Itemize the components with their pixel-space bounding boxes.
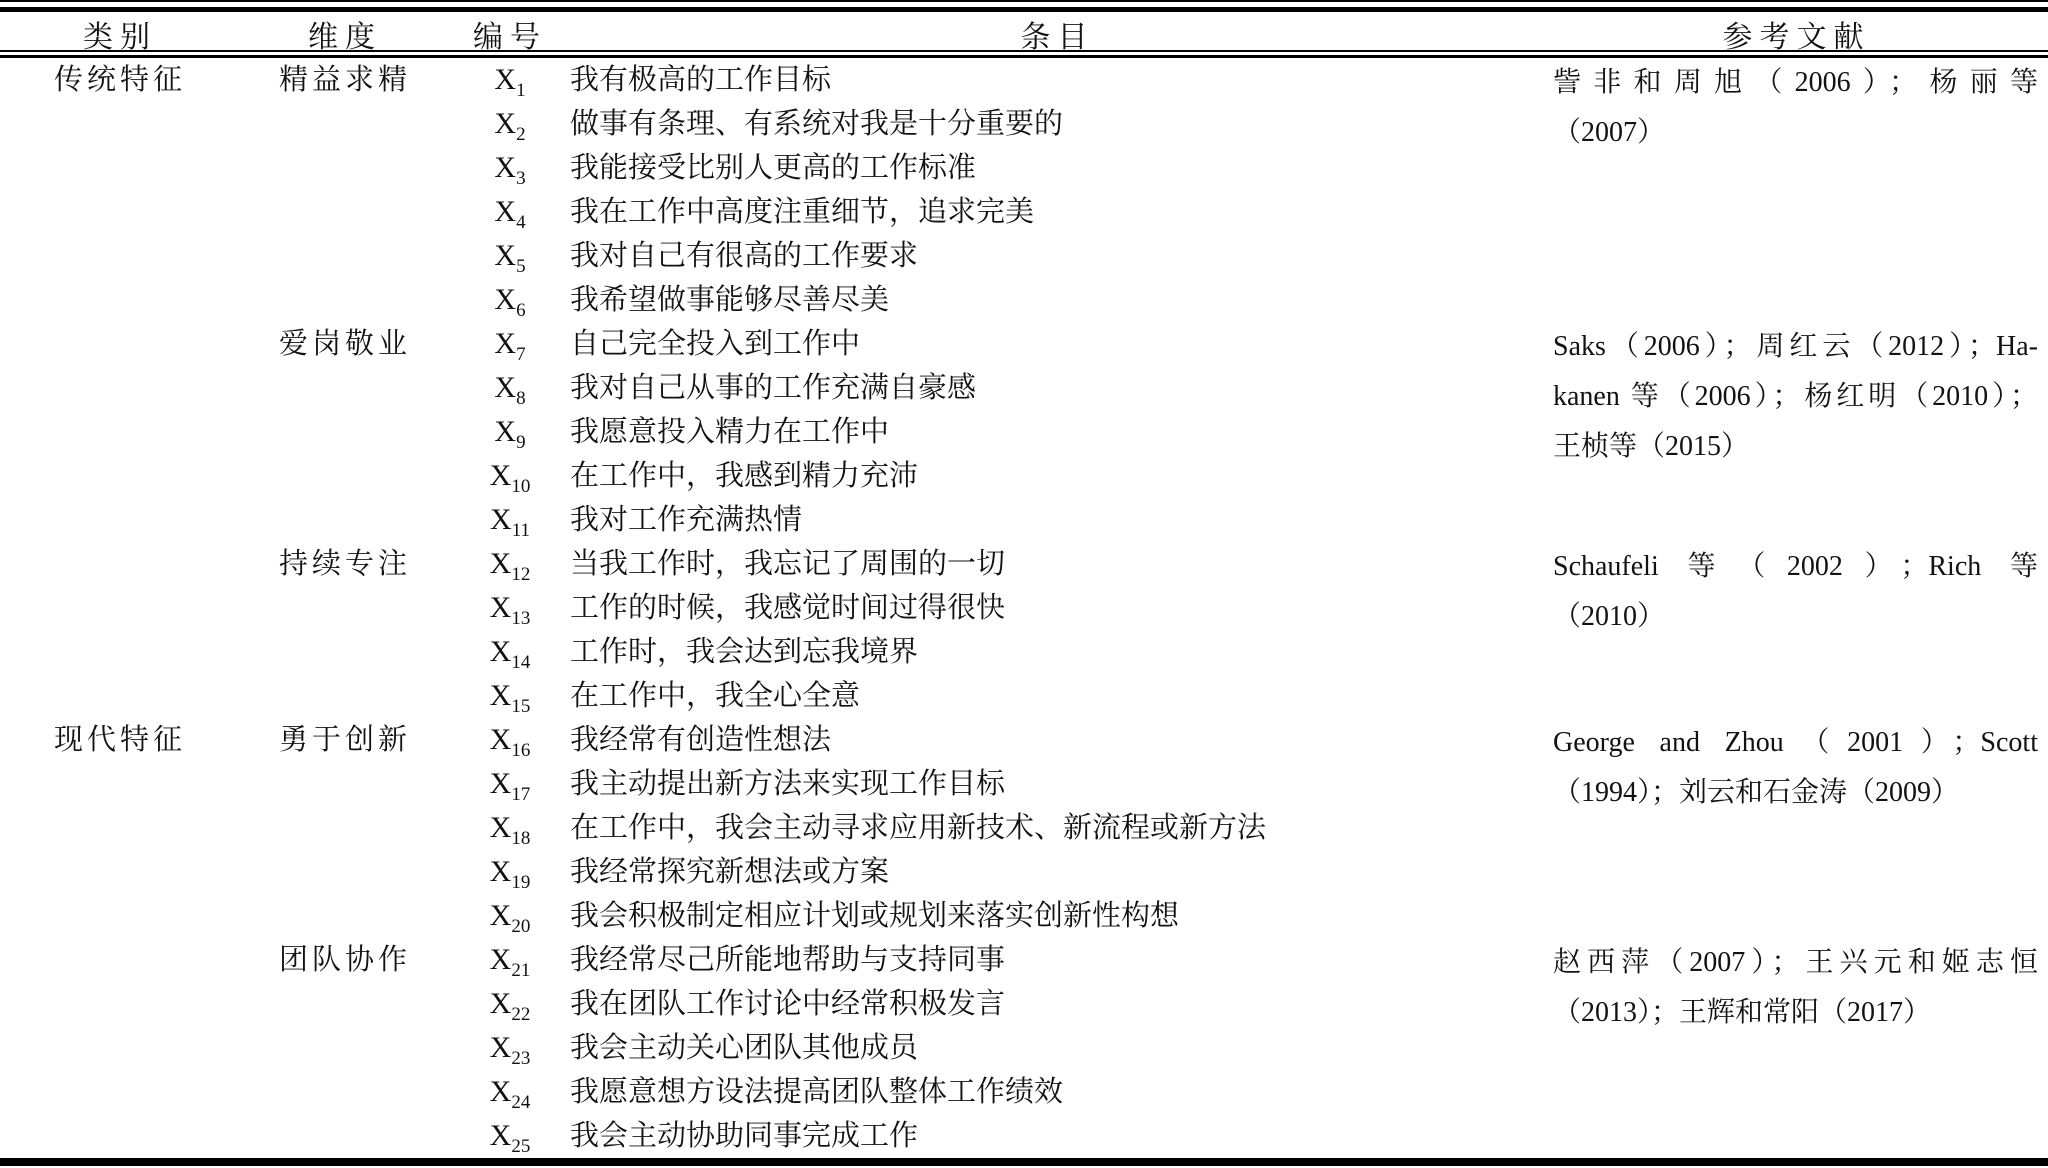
- reference-cell: [1545, 322, 2048, 472]
- item-code-letter: X: [489, 855, 512, 888]
- item-code-letter: X: [494, 195, 517, 228]
- item-code: [450, 762, 570, 806]
- item-code-subscript: 19: [511, 872, 531, 893]
- item-text: 在工作中，我会主动寻求应用新技术、新流程或新方法: [570, 812, 1267, 844]
- item-code-subscript: 17: [511, 784, 531, 805]
- item-code-subscript: 4: [516, 212, 526, 233]
- item-code: [450, 718, 570, 762]
- item-code-letter: X: [489, 811, 512, 844]
- item-text: 我能接受比别人更高的工作标准: [570, 152, 977, 184]
- item-code-subscript: 7: [516, 344, 526, 365]
- reference-cell: [1545, 58, 2048, 158]
- item-code-letter: X: [489, 1119, 512, 1152]
- item-text: 在工作中，我感到精力充沛: [570, 460, 919, 492]
- item-text: 我有极高的工作目标: [570, 64, 832, 96]
- item-code-subscript: 22: [511, 1004, 531, 1025]
- reference-line: 訾非和周旭（2006）；杨丽等: [1553, 67, 2038, 98]
- item-text: 我对自己从事的工作充满自豪感: [570, 372, 977, 404]
- item-code-letter: X: [494, 283, 517, 316]
- item-code-letter: X: [489, 459, 512, 492]
- item-text: 我会主动关心团队其他成员: [570, 1032, 919, 1064]
- item-code: [450, 894, 570, 938]
- item-code-letter: X: [489, 943, 512, 976]
- item-code-subscript: 8: [516, 388, 526, 409]
- table-header-row: [0, 12, 2048, 54]
- item-code-subscript: 18: [511, 828, 531, 849]
- reference-line: （2007）: [1553, 117, 1666, 148]
- item-code-letter: X: [489, 899, 512, 932]
- item-text: 我经常探究新想法或方案: [570, 856, 890, 888]
- item-code-letter: X: [489, 767, 512, 800]
- reference-line: （2010）: [1553, 601, 1666, 632]
- item-code-subscript: 14: [511, 652, 531, 673]
- reference-line: 王桢等（2015）: [1553, 431, 1750, 462]
- reference-line: （1994）；刘云和石金涛（2009）: [1553, 777, 1960, 808]
- item-code-letter: X: [494, 63, 517, 96]
- item-code-letter: X: [494, 415, 517, 448]
- item-code: [450, 806, 570, 850]
- item-code-letter: X: [494, 239, 517, 272]
- item-code-letter: X: [489, 547, 512, 580]
- item-code-subscript: 1: [516, 80, 526, 101]
- item-code: [450, 366, 570, 410]
- item-code-subscript: 9: [516, 432, 526, 453]
- item-code-letter: X: [489, 1031, 512, 1064]
- item-text: 在工作中，我全心全意: [570, 680, 861, 712]
- reference-line: kanen 等（2006）；杨红明（2010）；: [1553, 381, 2038, 412]
- category-cell: 传统特征: [53, 64, 186, 96]
- item-code-subscript: 20: [511, 916, 531, 937]
- header-category: 类别: [83, 21, 157, 54]
- item-text: 我在工作中高度注重细节，追求完美: [570, 196, 1035, 228]
- item-text: 我会积极制定相应计划或规划来落实创新性构想: [570, 900, 1180, 932]
- item-code-letter: X: [494, 327, 517, 360]
- item-text: 我在团队工作讨论中经常积极发言: [570, 988, 1006, 1020]
- item-code-subscript: 11: [511, 520, 530, 541]
- item-code: [450, 322, 570, 366]
- item-text: 我希望做事能够尽善尽美: [570, 284, 890, 316]
- item-code-subscript: 3: [516, 168, 526, 189]
- item-code: [450, 1026, 570, 1070]
- reference-line: George and Zhou（2001）；Scott: [1553, 727, 2038, 758]
- item-code-letter: X: [489, 679, 512, 712]
- dimension-cell: 勇于创新: [278, 724, 411, 756]
- category-cell: 现代特征: [53, 724, 186, 756]
- header-item: 条目: [1020, 21, 1095, 54]
- item-text: 做事有条理、有系统对我是十分重要的: [570, 108, 1064, 140]
- item-code-letter: X: [489, 723, 512, 756]
- item-code-subscript: 10: [511, 476, 531, 497]
- item-code: [450, 542, 570, 586]
- item-code: [450, 1114, 570, 1158]
- item-code-letter: X: [494, 371, 517, 404]
- dimension-cell: 精益求精: [278, 64, 411, 96]
- item-code-subscript: 21: [511, 960, 531, 981]
- dimension-cell: 持续专注: [278, 548, 411, 580]
- item-code-letter: X: [489, 987, 512, 1020]
- item-code-letter: X: [494, 151, 517, 184]
- item-code-letter: X: [489, 635, 512, 668]
- item-code: [450, 586, 570, 630]
- item-text: 我经常尽己所能地帮助与支持同事: [570, 944, 1006, 976]
- reference-cell: [1545, 542, 2048, 642]
- dimension-cell: 团队协作: [278, 944, 411, 976]
- item-code-subscript: 16: [511, 740, 531, 761]
- item-code-subscript: 24: [511, 1092, 531, 1113]
- item-code: [450, 630, 570, 674]
- reference-line: （2013）；王辉和常阳（2017）: [1553, 997, 1932, 1028]
- header-reference: 参考文献: [1722, 21, 1871, 54]
- item-code: [450, 674, 570, 718]
- item-code-letter: X: [494, 107, 517, 140]
- item-code: [450, 58, 570, 102]
- item-text: 当我工作时，我忘记了周围的一切: [570, 548, 1006, 580]
- item-code-letter: X: [489, 591, 512, 624]
- item-code-subscript: 25: [511, 1136, 531, 1157]
- item-code-subscript: 13: [511, 608, 531, 629]
- item-text: 我愿意投入精力在工作中: [570, 416, 890, 448]
- item-text: 工作时，我会达到忘我境界: [570, 636, 919, 668]
- item-text: 我主动提出新方法来实现工作目标: [570, 768, 1006, 800]
- header-id: 编号: [473, 21, 547, 54]
- item-code: [450, 454, 570, 498]
- item-text: 我对自己有很高的工作要求: [570, 240, 919, 272]
- item-code: [450, 850, 570, 894]
- item-text: 自己完全投入到工作中: [570, 328, 861, 360]
- item-code-subscript: 23: [511, 1048, 531, 1069]
- table-body: [0, 58, 2048, 1158]
- item-code-subscript: 2: [516, 124, 526, 145]
- item-code-letter: X: [489, 1075, 512, 1108]
- item-code: [450, 190, 570, 234]
- reference-cell: [1545, 938, 2048, 1038]
- item-code: [450, 982, 570, 1026]
- item-code-letter: X: [490, 503, 512, 536]
- reference-line: Saks（2006）；周红云（2012）；Ha-: [1553, 331, 2038, 362]
- item-text: 我对工作充满热情: [570, 504, 803, 536]
- item-code-subscript: 6: [516, 300, 526, 321]
- item-text: 我愿意想方设法提高团队整体工作绩效: [570, 1076, 1064, 1108]
- item-code-subscript: 15: [511, 696, 531, 717]
- item-code: [450, 102, 570, 146]
- item-code: [450, 1070, 570, 1114]
- item-code-subscript: 5: [516, 256, 526, 277]
- item-text: 我会主动协助同事完成工作: [570, 1120, 919, 1152]
- item-text: 我经常有创造性想法: [570, 724, 832, 756]
- dimension-cell: 爱岗敬业: [278, 328, 411, 360]
- item-code: [450, 146, 570, 190]
- header-dimension: 维度: [308, 21, 382, 54]
- item-code-subscript: 12: [511, 564, 531, 585]
- item-code: [450, 278, 570, 322]
- reference-line: Schaufeli 等（2002）；Rich 等: [1553, 551, 2038, 582]
- reference-cell: [1545, 718, 2048, 818]
- item-code: [450, 410, 570, 454]
- item-code: [450, 938, 570, 982]
- item-code: [450, 234, 570, 278]
- table-bottom-rule: [0, 1158, 2048, 1166]
- item-text: 工作的时候，我感觉时间过得很快: [570, 592, 1006, 624]
- item-code: [450, 498, 570, 542]
- reference-line: 赵西萍（2007）；王兴元和姬志恒: [1553, 947, 2038, 978]
